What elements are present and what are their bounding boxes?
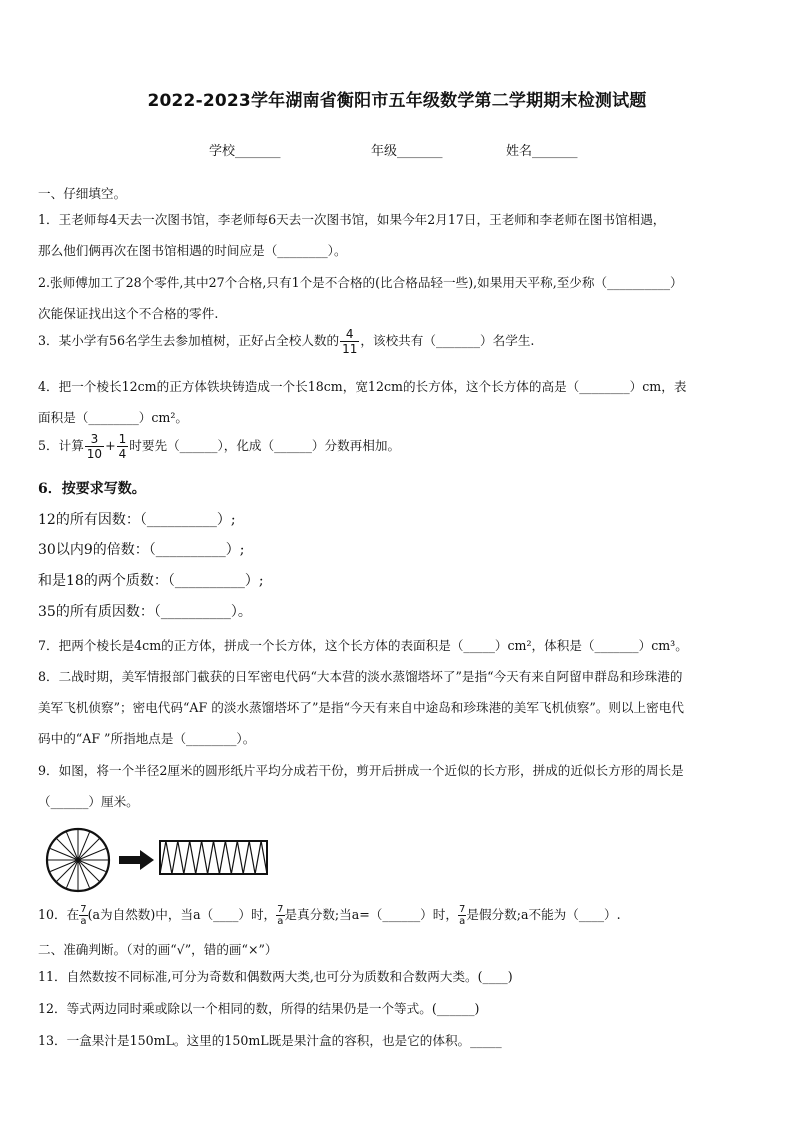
q5-fraction-1 — [85, 432, 104, 461]
q10-f1-numerator: 7 — [80, 904, 87, 915]
q2-line1: 2.张师傅加工了28个零件,其中27个合格,只有1个是不合格的(比合格品轻一些),如果用天平称,至少称（__________） — [38, 275, 683, 290]
q10-line — [38, 904, 621, 927]
q3-denominator: 11 — [342, 342, 358, 356]
name-field: 姓名_______ — [506, 144, 578, 159]
page-title: 2022-2023学年湖南省衡阳市五年级数学第二学期期末检测试题 — [147, 91, 647, 111]
q5-line — [38, 432, 400, 461]
q6-item3: 和是18的两个质数：（__________）; — [38, 573, 264, 589]
section2-heading: 二、准确判断。（对的画“√”，错的画“×”） — [38, 942, 278, 957]
section1-heading: 一、仔细填空。 — [38, 186, 127, 201]
q10-text-b: (a为自然数)中，当a（____）时， — [87, 907, 277, 922]
q5-f2-numerator: 1 — [118, 432, 127, 446]
q3-text-a: 3．某小学有56名学生去参加植树，正好占全校人数的 — [38, 333, 340, 348]
q1-line1: 1．王老师每4天去一次图书馆，李老师每6天去一次图书馆，如果今年2月17日，王老师和李老师在图书馆相遇， — [38, 212, 666, 227]
q5-text-a: 5．计算 — [38, 438, 84, 453]
q10-fraction-1 — [79, 904, 87, 927]
school-field: 学校_______ — [209, 144, 281, 159]
q9-line2: （______）厘米。 — [38, 794, 139, 809]
q10-f3-denominator: a — [459, 916, 466, 927]
q10-text-a: 10．在 — [38, 907, 80, 922]
q3-text-b: ，该校共有（_______）名学生. — [360, 333, 535, 348]
circle-to-rectangle-figure — [44, 826, 284, 896]
q6-heading: 6．按要求写数。 — [38, 481, 146, 497]
q7-line: 7．把两个棱长是4cm的正方体，拼成一个长方体，这个长方体的表面积是（_____）cm²，体积是（_______）cm³。 — [38, 638, 688, 653]
q10-f1-denominator: a — [80, 916, 87, 927]
grade-field: 年级_______ — [371, 144, 443, 159]
q6-item1: 12的所有因数：（__________）; — [38, 512, 236, 528]
q9-line1: 9．如图，将一个半径2厘米的圆形纸片平均分成若干份，剪开后拼成一个近似的长方形，拼成的近似长方形的周长是 — [38, 763, 684, 778]
q8-line1: 8．二战时期，美军情报部门截获的日军密电代码“大本营的淡水蒸馏塔坏了”是指“今天有来自阿留申群岛和珍珠港的 — [38, 669, 683, 684]
q8-line3: 码中的“AF ”所指地点是（________）。 — [38, 731, 256, 746]
circle-sector-line — [57, 839, 78, 860]
q3-line — [38, 327, 534, 356]
q6-item2: 30以内9的倍数：（__________）; — [38, 542, 245, 558]
circle-sector-line — [78, 839, 99, 860]
q13-line: 13．一盒果汁是150mL。这里的150mL既是果汁盒的容积，也是它的体积。_____ — [38, 1033, 502, 1048]
q6-item4: 35的所有质因数：（__________）。 — [38, 604, 252, 620]
q5-f1-denominator: 10 — [86, 447, 103, 461]
q4-line2: 面积是（________）cm²。 — [38, 410, 188, 425]
q5-plus: + — [105, 438, 116, 453]
q5-f1-numerator: 3 — [85, 432, 104, 447]
q8-line2: 美军飞机侦察”；密电代码“AF 的淡水蒸馏塔坏了”是指“今天有来自中途岛和珍珠港的美军飞机侦察”。则以上密电代 — [38, 700, 684, 715]
q10-fraction-2 — [276, 904, 284, 927]
q3-numerator: 4 — [340, 327, 359, 342]
approx-rectangle-icon — [160, 841, 267, 874]
q12-line: 12．等式两边同时乘或除以一个相同的数，所得的结果仍是一个等式。(______) — [38, 1001, 480, 1016]
q5-f2-denominator: 4 — [118, 447, 127, 461]
circle-sector-line — [78, 860, 99, 881]
q10-f3-numerator: 7 — [458, 904, 466, 915]
q10-text-c: 是真分数;当a=（______）时， — [284, 907, 458, 922]
q5-fraction-2 — [117, 432, 129, 461]
circle-sector-line — [57, 860, 78, 881]
q1-line2: 那么他们俩再次在图书馆相遇的时间应是（________）。 — [38, 243, 347, 258]
q10-f2-numerator: 7 — [277, 904, 284, 915]
q3-fraction — [340, 327, 359, 356]
arrow-icon — [119, 850, 154, 870]
divided-circle-icon — [47, 829, 109, 891]
q10-f2-denominator: a — [277, 916, 284, 927]
q2-line2: 次能保证找出这个不合格的零件. — [38, 306, 219, 321]
q11-line: 11．自然数按不同标准,可分为奇数和偶数两大类,也可分为质数和合数两大类。(____) — [38, 969, 513, 984]
q4-line1: 4．把一个棱长12cm的正方体铁块铸造成一个长18cm，宽12cm的长方体，这个长方体的高是（________）cm，表 — [38, 379, 687, 394]
q5-text-b: 时要先（______），化成（______）分数再相加。 — [129, 438, 401, 453]
q10-text-d: 是假分数;a不能为（____）. — [466, 907, 621, 922]
